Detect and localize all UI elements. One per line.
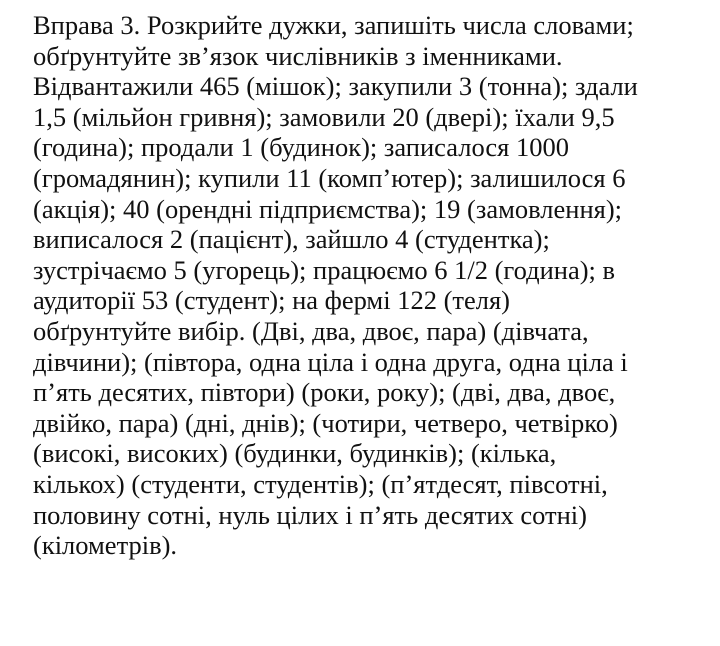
text-line: двійко, пара) (дні, днів); (чотири, четверо, четвірко) <box>33 407 618 438</box>
text-line: (акція); 40 (орендні підприємства); 19 (замовлення); <box>33 193 623 224</box>
text-line: (година); продали 1 (будинок); записалося 1000 <box>33 132 569 163</box>
text-line: обґрунтуйте вибір. (Дві, два, двоє, пара) (дівчата, <box>33 315 589 346</box>
text-line: обґрунтуйте зв’язок числівників з іменниками. <box>33 40 563 71</box>
text-line: виписалося 2 (пацієнт), зайшло 4 (студентка); <box>33 224 550 255</box>
text-line: зустрічаємо 5 (угорець); працюємо 6 1/2 (година); в <box>33 254 616 285</box>
text-line: кількох) (студенти, студентів); (п’ятдесят, півсотні, <box>33 468 608 499</box>
text-line: п’ять десятих, півтори) (роки, року); (дві, два, двоє, <box>33 377 616 408</box>
text-line: половину сотні, нуль цілих і п’ять десятих сотні) <box>33 499 587 530</box>
text-line: (високі, високих) (будинки, будинків); (кілька, <box>33 438 557 469</box>
text-line: 1,5 (мільйон гривня); замовили 20 (двері); їхали 9,5 <box>33 101 615 132</box>
text-line: (кілометрів). <box>33 530 178 561</box>
text-line: Відвантажили 465 (мішок); закупили 3 (тонна); здали <box>33 71 638 102</box>
text-line: дівчини); (півтора, одна ціла і одна друга, одна ціла і <box>33 346 628 377</box>
text-line: Вправа 3. Розкрийте дужки, запишіть числа словами; <box>33 10 634 40</box>
text-line: (громадянин); купили 11 (комп’ютер); залишилося 6 <box>33 162 626 193</box>
exercise-text <box>33 10 713 561</box>
text-line: аудиторії 53 (студент); на фермі 122 (теля) <box>33 285 510 316</box>
